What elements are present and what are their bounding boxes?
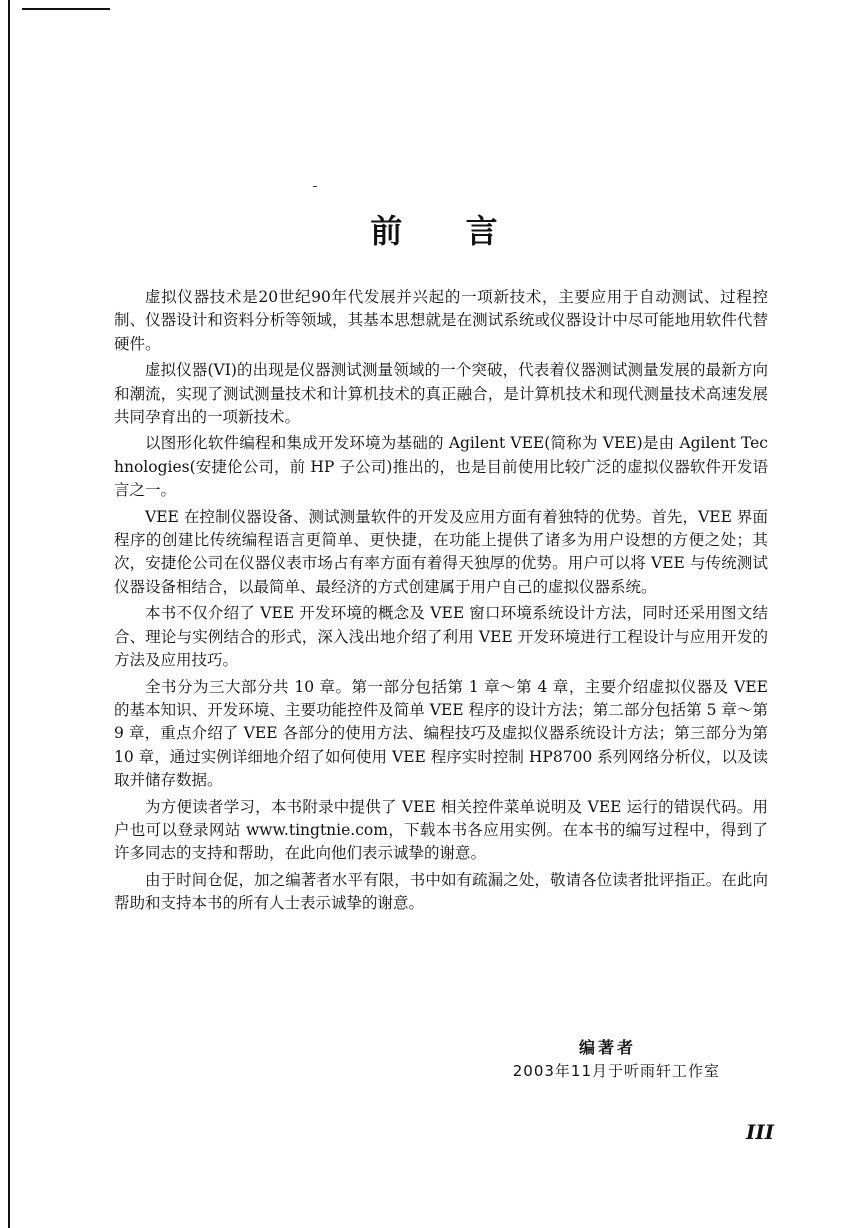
paragraph-8: 由于时间仓促，加之编著者水平有限，书中如有疏漏之处，敬请各位读者批评指正。在此向帮助和支持本书的所有人士表示诚挚的谢意。	[114, 870, 768, 913]
left-margin-rule	[8, 0, 10, 1228]
preface-body	[114, 286, 768, 919]
paragraph-1: 虚拟仪器技术是20世纪90年代发展并兴起的一项新技术，主要应用于自动测试、过程控制、仪器设计和资料分析等领域，其基本思想就是在测试系统或仪器设计中尽可能地用软件代替硬件。	[114, 288, 768, 353]
paragraph-4: VEE 在控制仪器设备、测试测量软件的开发及应用方面有着独特的优势。首先，VEE 界面程序的创建比传统编程语言更简单、更快捷，在功能上提供了诸多为用户设想的方便之处；其次，安捷伦公司在仪器仪表市场占有率方面有着得天独厚的优势。用户可以将 VEE 与传统测试仪器设备相结合，以最简单、最经济的方式创建属于用户自己的虚拟仪器系统。	[114, 507, 768, 596]
page-number: III	[746, 1120, 775, 1144]
top-rule	[22, 8, 110, 10]
page-title: 前 言	[370, 212, 524, 251]
paragraph-2: 虚拟仪器(VI)的出现是仪器测试测量领域的一个突破，代表着仪器测试测量发展的最新方向和潮流，实现了测试测量技术和计算机技术的真正融合，是计算机技术和现代测量技术高速发展共同孕育出的一项新技术。	[114, 361, 768, 427]
signature-author: 编著者	[578, 1038, 636, 1057]
paragraph-5: 本书不仅介绍了 VEE 开发环境的概念及 VEE 窗口环境系统设计方法，同时还采用图文结合、理论与实例结合的形式，深入浅出地介绍了利用 VEE 开发环境进行工程设计与应用开发的方法及应用技巧。	[114, 604, 768, 670]
signature-date: 2003年11月于听雨轩工作室	[512, 1062, 720, 1080]
paragraph-3: 以图形化软件编程和集成开发环境为基础的 Agilent VEE(简称为 VEE)是由 Agilent Technologies(安捷伦公司，前 HP 子公司)推出的，也是目前使用比较广泛的虚拟仪器软件开发语言之一。	[114, 434, 768, 500]
paragraph-6: 全书分为三大部分共 10 章。第一部分包括第 1 章～第 4 章，主要介绍虚拟仪器及 VEE 的基本知识、开发环境、主要功能控件及简单 VEE 程序的设计方法；第二部分包括第 5 章～第 9 章，重点介绍了 VEE 各部分的使用方法、编程技巧及虚拟仪器系统设计方法；第三部分为第 10 章，通过实例详细地介绍了如何使用 VEE 程序实时控制 HP8700 系列网络分析仪，以及读取并储存数据。	[114, 677, 768, 790]
paragraph-7: 为方便读者学习，本书附录中提供了 VEE 相关控件菜单说明及 VEE 运行的错误代码。用户也可以登录网站 www.tingtnie.com，下载本书各应用实例。在本书的编写过程中，得到了许多同志的支持和帮助，在此向他们表示诚挚的谢意。	[114, 797, 768, 863]
scan-speck	[313, 186, 317, 187]
